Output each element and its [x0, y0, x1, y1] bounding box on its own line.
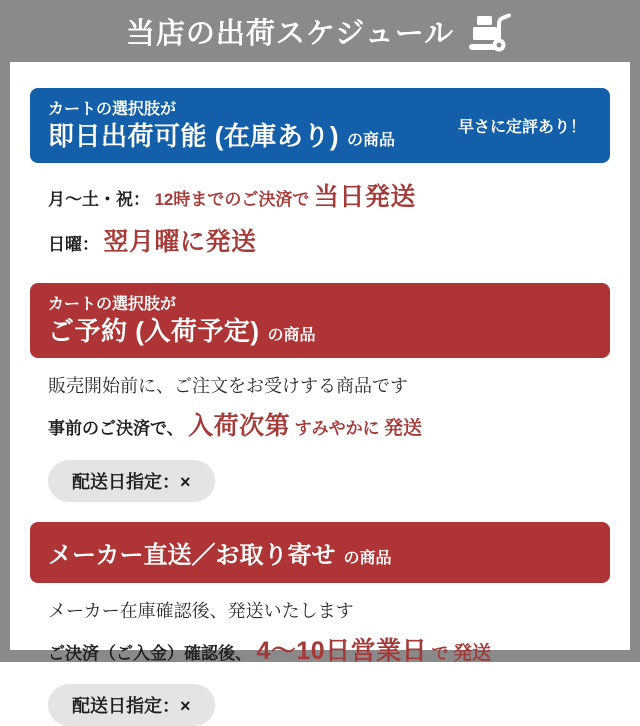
banner-preorder-title-big: ご予約 (入荷予定): [48, 315, 260, 346]
same-day-schedule-lines: [30, 163, 610, 262]
handtruck-icon: [468, 13, 514, 53]
delivery-date-badge-preorder: 配送日指定：×: [48, 460, 215, 502]
banner-preorder: [30, 283, 610, 358]
preorder-shipping-line: [48, 407, 610, 446]
preorder-condition-label: 事前のご決済で、: [48, 418, 184, 438]
banner-same-day-tagline: 早さに定評あり！: [457, 118, 586, 136]
banner-same-day-title-small: の商品: [347, 131, 396, 149]
maker-direct-desc-line: [48, 598, 610, 626]
maker-direct-lines: [30, 583, 610, 671]
preorder-desc-line: [48, 373, 610, 401]
page-title: 当店の出荷スケジュール: [125, 17, 455, 50]
banner-maker-direct-title-big: メーカー直送／お取り寄せ: [48, 541, 336, 569]
content-panel: [10, 62, 630, 717]
maker-direct-result-tail: 発送: [453, 642, 492, 664]
maker-direct-condition-label: ご決済（ご入金）確認後、: [48, 643, 252, 663]
schedule-line-sunday: [48, 223, 610, 262]
preorder-result-big: 入荷次第: [188, 411, 291, 440]
preorder-lines: [30, 358, 610, 446]
maker-direct-desc: メーカー在庫確認後、発送いたします: [48, 600, 354, 621]
schedule-weekday-condition: 12時までのご決済で: [154, 189, 310, 209]
delivery-date-badge-maker-direct: 配送日指定：×: [48, 684, 215, 726]
preorder-result-tail: 発送: [384, 417, 423, 439]
banner-same-day-text: [48, 99, 395, 152]
banner-preorder-title: [48, 316, 592, 347]
page-header: [0, 0, 640, 62]
schedule-line-weekday: [48, 178, 610, 217]
maker-direct-shipping-line: [48, 632, 610, 671]
schedule-weekday-result: 当日発送: [313, 182, 416, 211]
schedule-sunday-result: 翌月曜に発送: [103, 227, 257, 256]
maker-direct-result-mid: で: [431, 643, 449, 663]
banner-same-day-shipping: [30, 88, 610, 163]
banner-same-day-title: [48, 121, 395, 152]
schedule-weekday-label: 月〜土・祝：: [48, 189, 150, 209]
banner-preorder-title-small: の商品: [267, 326, 316, 344]
banner-preorder-subtitle: カートの選択肢が: [48, 296, 177, 314]
preorder-result-mid: すみやかに: [294, 418, 380, 438]
maker-direct-result-big: 4〜10日営業日: [256, 636, 428, 665]
banner-maker-direct: [30, 522, 610, 583]
banner-same-day-subtitle: カートの選択肢が: [48, 101, 177, 118]
schedule-sunday-label: 日曜：: [48, 234, 99, 254]
banner-maker-direct-title-small: の商品: [343, 549, 392, 567]
preorder-desc: 販売開始前に、ご注文をお受けする商品です: [48, 376, 408, 397]
banner-same-day-title-big: 即日出荷可能 (在庫あり): [48, 120, 340, 151]
